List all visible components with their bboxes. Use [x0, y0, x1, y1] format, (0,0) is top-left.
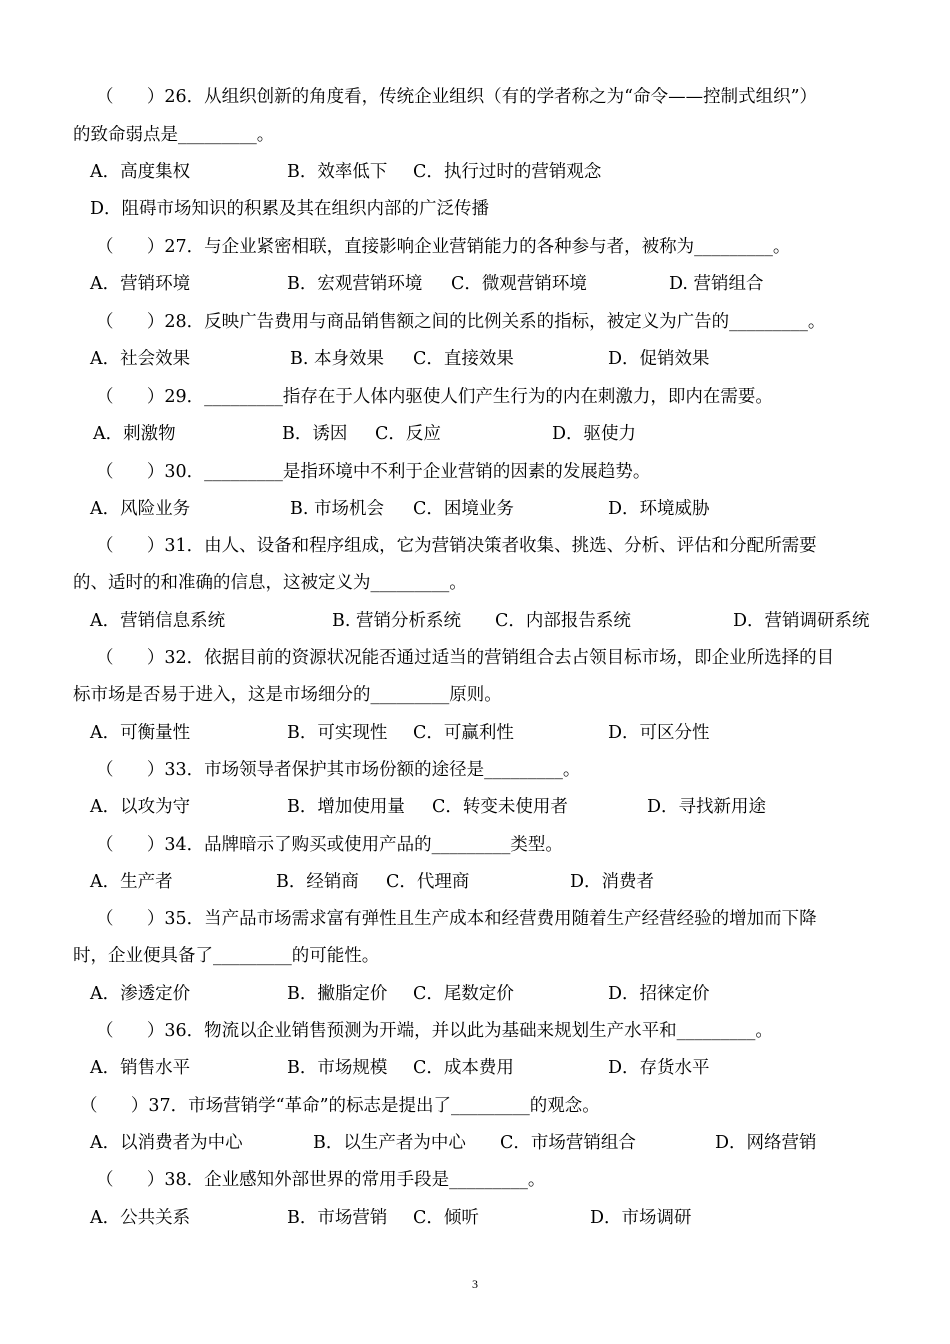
question-34-option-b: B．经销商 [276, 872, 359, 892]
question-38-option-d: D．市场调研 [590, 1208, 692, 1228]
question-31-option-b: B. 营销分析系统 [332, 611, 461, 631]
question-28-option-b: B. 本身效果 [290, 349, 384, 369]
question-26-option-c: C．执行过时的营销观念 [413, 162, 602, 182]
question-32-option-b: B．可实现性 [287, 723, 388, 743]
question-37-option-c: C．市场营销组合 [500, 1133, 636, 1153]
question-31-stem-line-2: 的、适时的和准确的信息，这被定义为_________。 [73, 573, 467, 593]
question-32-stem-line-1: （ ）32．依据目前的资源状况能否通过适当的营销组合去占领目标市场，即企业所选择的目 [96, 648, 835, 668]
question-34-option-d: D．消费者 [570, 872, 655, 892]
question-29-option-c: C．反应 [375, 424, 441, 444]
question-28-option-a: A．社会效果 [90, 349, 191, 369]
question-38-option-a: A．公共关系 [90, 1208, 191, 1228]
question-26-option-d: D．阻碍市场知识的积累及其在组织内部的广泛传播 [90, 199, 490, 219]
question-27-option-d: D. 营销组合 [669, 274, 764, 294]
question-34-option-a: A．生产者 [90, 872, 173, 892]
question-26-option-b: B．效率低下 [287, 162, 388, 182]
question-38-option-b: B．市场营销 [287, 1208, 388, 1228]
question-27-stem: （ ）27．与企业紧密相联，直接影响企业营销能力的各种参与者，被称为_________。 [96, 237, 791, 257]
question-30-option-c: C．困境业务 [413, 499, 514, 519]
question-26-option-a: A．高度集权 [90, 162, 191, 182]
question-37-option-d: D．网络营销 [715, 1133, 817, 1153]
question-33-option-b: B．增加使用量 [287, 797, 405, 817]
question-38-stem: （ ）38．企业感知外部世界的常用手段是_________。 [96, 1170, 546, 1190]
question-32-stem-line-2: 标市场是否易于进入，这是市场细分的_________原则。 [73, 685, 502, 705]
question-37-stem: （ ）37．市场营销学“革命”的标志是提出了_________的观念。 [80, 1096, 600, 1116]
question-35-option-d: D．招徕定价 [608, 984, 710, 1004]
question-32-option-d: D．可区分性 [608, 723, 710, 743]
question-36-option-b: B．市场规模 [287, 1058, 388, 1078]
question-31-option-a: A．营销信息系统 [90, 611, 226, 631]
question-28-option-c: C．直接效果 [413, 349, 514, 369]
question-29-stem: （ ）29．_________指存在于人体内驱使人们产生行为的内在刺激力，即内在需要。 [96, 387, 773, 407]
question-31-stem-line-1: （ ）31．由人、设备和程序组成，它为营销决策者收集、挑选、分析、评估和分配所需要 [96, 536, 817, 556]
question-35-option-c: C．尾数定价 [413, 984, 514, 1004]
question-30-option-b: B. 市场机会 [290, 499, 384, 519]
question-30-option-a: A．风险业务 [90, 499, 191, 519]
question-31-option-d: D．营销调研系统 [733, 611, 870, 631]
question-30-option-d: D．环境威胁 [608, 499, 710, 519]
question-33-stem: （ ）33．市场领导者保护其市场份额的途径是_________。 [96, 760, 581, 780]
question-32-option-c: C．可赢利性 [413, 723, 514, 743]
question-32-option-a: A．可衡量性 [90, 723, 191, 743]
question-36-option-c: C．成本费用 [413, 1058, 514, 1078]
question-29-option-b: B．诱因 [282, 424, 348, 444]
question-33-option-c: C．转变未使用者 [432, 797, 568, 817]
question-27-option-c: C．微观营销环境 [451, 274, 587, 294]
question-36-option-d: D．存货水平 [608, 1058, 710, 1078]
question-35-option-a: A．渗透定价 [90, 984, 191, 1004]
question-29-option-a: A．刺激物 [93, 424, 176, 444]
question-34-option-c: C．代理商 [386, 872, 470, 892]
question-27-option-a: A．营销环境 [90, 274, 191, 294]
question-29-option-d: D．驱使力 [552, 424, 637, 444]
question-31-option-c: C．内部报告系统 [495, 611, 631, 631]
question-26-stem-line-1: （ ）26．从组织创新的角度看，传统企业组织（有的学者称之为“命令——控制式组织”） [96, 87, 818, 107]
question-35-option-b: B．撇脂定价 [287, 984, 388, 1004]
question-35-stem-line-1: （ ）35．当产品市场需求富有弹性且生产成本和经营费用随着生产经营经验的增加而下降 [96, 909, 817, 929]
question-36-stem: （ ）36．物流以企业销售预测为开端，并以此为基础来规划生产水平和_________。 [96, 1021, 773, 1041]
question-37-option-a: A．以消费者为中心 [90, 1133, 243, 1153]
question-33-option-d: D．寻找新用途 [647, 797, 767, 817]
question-28-stem: （ ）28．反映广告费用与商品销售额之间的比例关系的指标，被定义为广告的_________。 [96, 312, 826, 332]
question-30-stem: （ ）30．_________是指环境中不利于企业营销的因素的发展趋势。 [96, 462, 651, 482]
question-38-option-c: C．倾听 [413, 1208, 479, 1228]
question-34-stem: （ ）34．品牌暗示了购买或使用产品的_________类型。 [96, 835, 563, 855]
question-26-stem-line-2: 的致命弱点是_________。 [73, 125, 275, 145]
question-36-option-a: A．销售水平 [90, 1058, 191, 1078]
page-number: 3 [472, 1277, 478, 1291]
question-33-option-a: A．以攻为守 [90, 797, 191, 817]
question-27-option-b: B．宏观营销环境 [287, 274, 423, 294]
question-37-option-b: B．以生产者为中心 [313, 1133, 466, 1153]
question-35-stem-line-2: 时，企业便具备了_________的可能性。 [73, 946, 380, 966]
question-28-option-d: D．促销效果 [608, 349, 710, 369]
